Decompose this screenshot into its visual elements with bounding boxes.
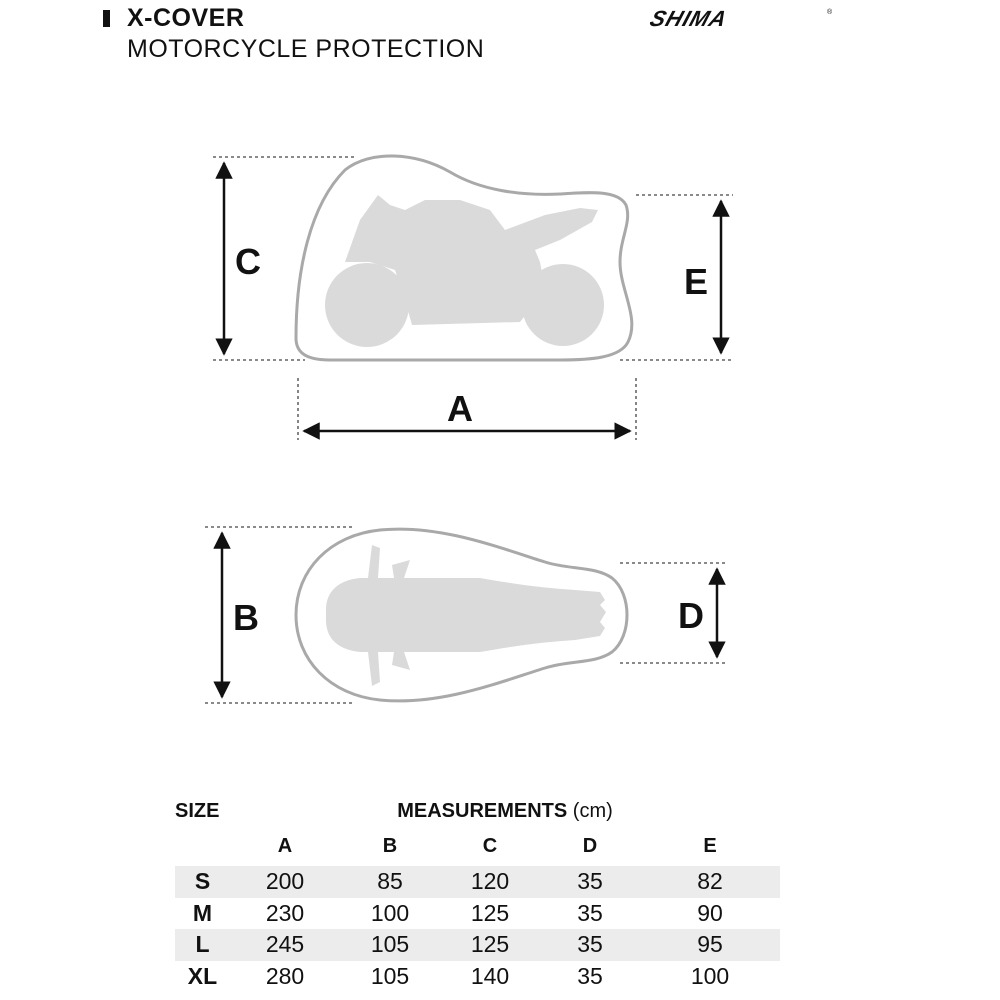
table-header-row [175,796,780,826]
table-row [175,961,780,993]
table-cell: 200 [230,866,340,898]
product-title: X-COVER [127,4,245,32]
dimension-b-label: B [233,597,259,638]
table-cell: 120 [440,866,540,898]
dimension-c-label: C [235,241,261,282]
table-cell: 35 [540,866,640,898]
column-header-d: D [582,834,598,857]
column-header-e: E [703,834,717,857]
dimension-d-label: D [678,595,704,636]
table-cell: 35 [540,929,640,961]
size-cell: S [175,866,230,898]
table-cell: 245 [230,929,340,961]
brand-registered-mark: ® [827,9,833,16]
table-row [175,929,780,961]
size-cell: M [192,899,213,926]
size-header: SIZE [175,799,220,822]
table-cell: 125 [440,929,540,961]
size-cell: XL [187,962,218,989]
table-cell: 100 [690,962,730,989]
table-cell: 35 [577,899,603,926]
motorcycle-side-silhouette [325,195,604,347]
table-cell: 230 [265,899,305,926]
table-cell: 90 [697,899,723,926]
size-cell: L [175,929,230,961]
dimension-a-label: A [447,388,473,429]
column-header-b: B [382,834,398,857]
measurements-header-label: MEASUREMENTS [397,799,568,822]
table-cell: 85 [340,866,440,898]
table-cell: 105 [340,929,440,961]
top-view [205,527,728,703]
brand-logo: SHIMA [646,6,731,31]
measurements-header [230,796,780,826]
table-cell: 105 [370,962,410,989]
column-header-row [175,826,780,866]
table-cell: 140 [470,962,510,989]
product-subtitle: MOTORCYCLE PROTECTION [127,35,485,63]
table-cell: 35 [577,962,603,989]
table-row [175,898,780,930]
table-cell: 100 [370,899,410,926]
size-measurements-table [175,796,780,992]
table-cell: 280 [265,962,305,989]
table-cell: 82 [640,866,780,898]
table-cell: 125 [470,899,510,926]
table-row [175,866,780,898]
table-cell: 95 [640,929,780,961]
column-header-spacer [175,826,230,866]
side-view [213,156,733,440]
dimension-e-label: E [684,261,709,302]
measurements-unit: (cm) [572,799,613,822]
column-header-a: A [277,834,293,857]
column-header-c: C [482,834,498,857]
